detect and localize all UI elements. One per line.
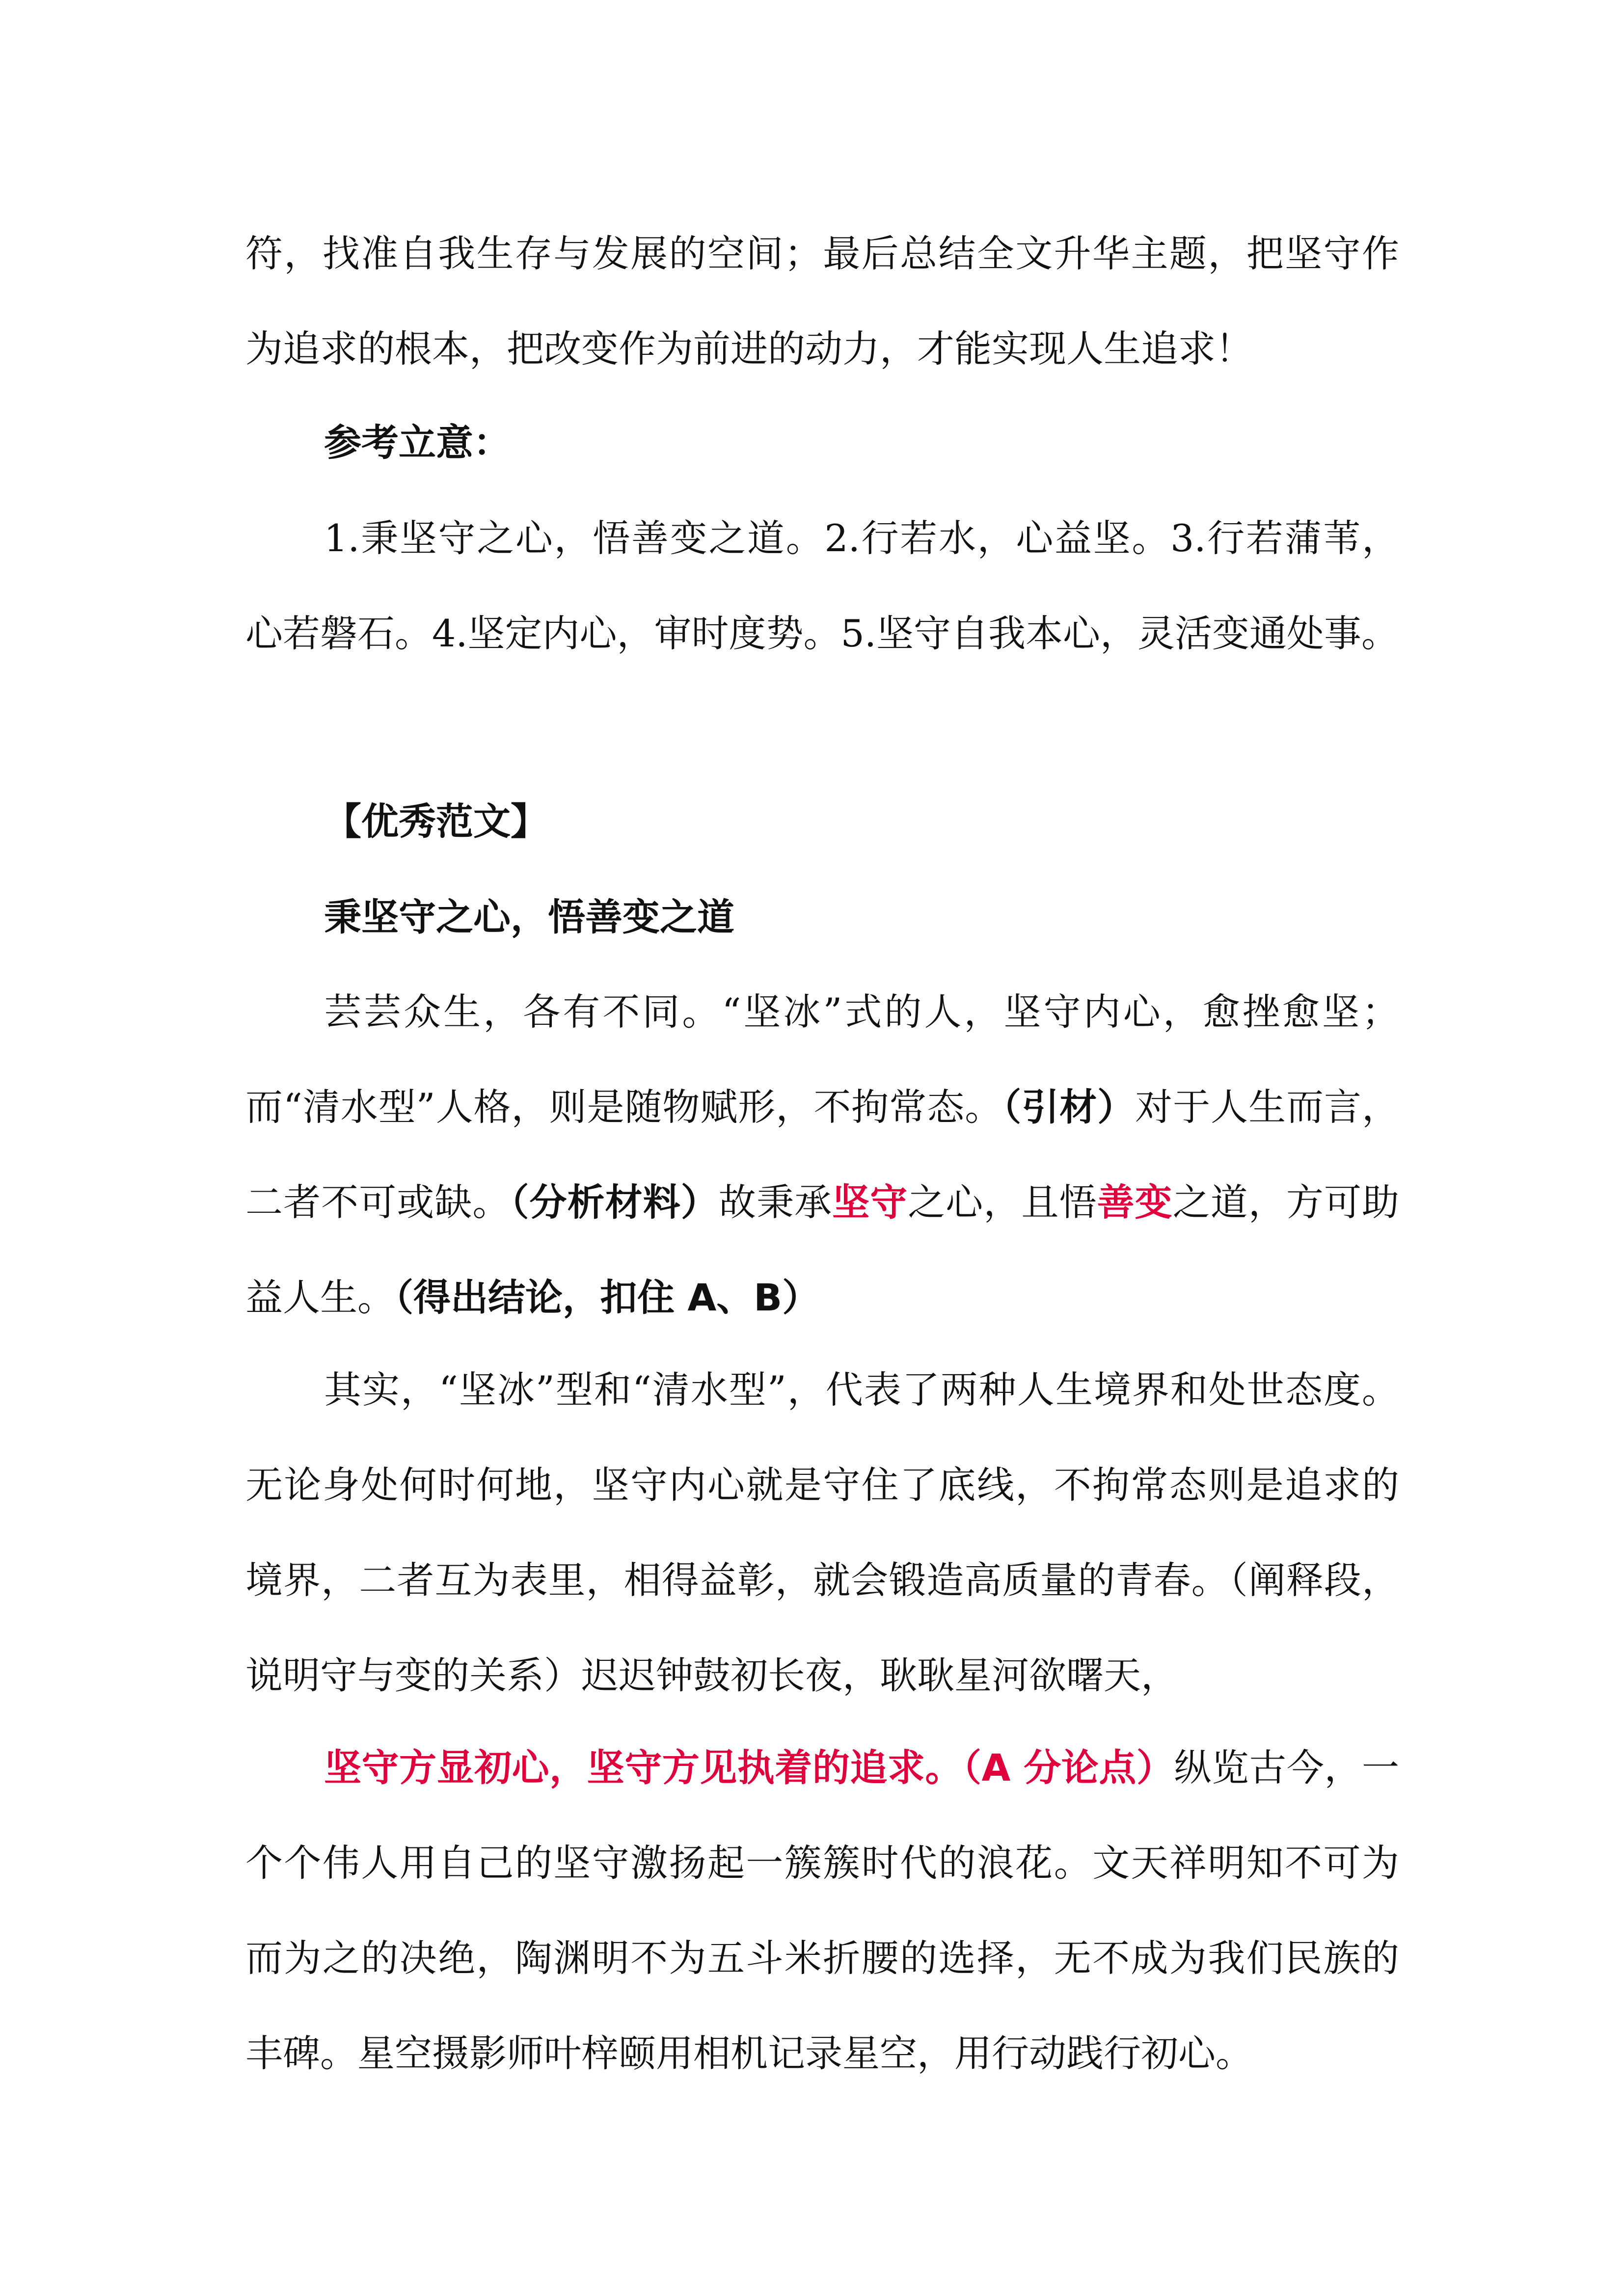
argument-a-body: 纵览古今，一个个伟人用自己的坚守激扬起一簇簇时代的浪花。文天祥明知不可为而为之的决绝，陶渊明不为五斗米折腰的选择，无不成为我们民族的丰碑。星空摄影师叶梓颐用相机记录星空，用行动践行初心。	[245, 1746, 1400, 2075]
opening-text: 芸芸众生，各有不同。“坚冰”式的人，坚守内心，愈挫愈坚；而“清水型”人格，则是随物赋形，不拘常态。	[245, 990, 1399, 1129]
essay-title: 秉坚守之心，悟善变之道	[324, 895, 734, 939]
annotation-analyze-material: （分析材料）	[510, 1180, 719, 1224]
annotation-conclusion: （得出结论，扣住 A、B）	[395, 1276, 820, 1319]
reference-ideas-heading: 参考立意：	[324, 421, 511, 464]
essay-paragraph-opening	[245, 964, 1399, 1345]
essay-paragraph-argument-a	[245, 1720, 1399, 2101]
opening-text-5: 之道，方可助益人生。	[245, 1180, 1400, 1319]
keyword-change: 善变	[1097, 1180, 1173, 1224]
annotation-cite-material: （引材）	[1002, 1085, 1136, 1129]
model-essay-heading: 【优秀范文】	[324, 800, 548, 843]
opening-text-2: 对于人生而言，二者不可或缺。	[245, 1085, 1400, 1224]
paragraph-intro-continuation: 符，找准自我生存与发展的空间；最后总结全文升华主题，把坚守作为追求的根本，把改变作为前进的动力，才能实现人生追求！	[245, 232, 1399, 371]
reference-ideas-list: 1.秉坚守之心，悟善变之道。2.行若水，心益坚。3.行若蒲苇，心若磐石。4.坚定内心，审时度势。5.坚守自我本心，灵活变通处事。	[245, 516, 1399, 655]
essay-paragraph-explanation: 其实，“坚冰”型和“清水型”，代表了两种人生境界和处世态度。无论身处何时何地，坚守内心就是守住了底线，不拘常态则是追求的境界，二者互为表里，相得益彰，就会锻造高质量的青春。（阐释段，说明守与变的关系）迟迟钟鼓初长夜，耿耿星河欲曙天，	[245, 1368, 1399, 1697]
opening-text-3: 故秉承	[718, 1180, 833, 1224]
keyword-persist: 坚守	[832, 1180, 908, 1224]
opening-text-4: 之心，且悟	[908, 1180, 1097, 1224]
sub-argument-a: 坚守方显初心，坚守方见执着的追求。（A 分论点）	[324, 1746, 1174, 1789]
